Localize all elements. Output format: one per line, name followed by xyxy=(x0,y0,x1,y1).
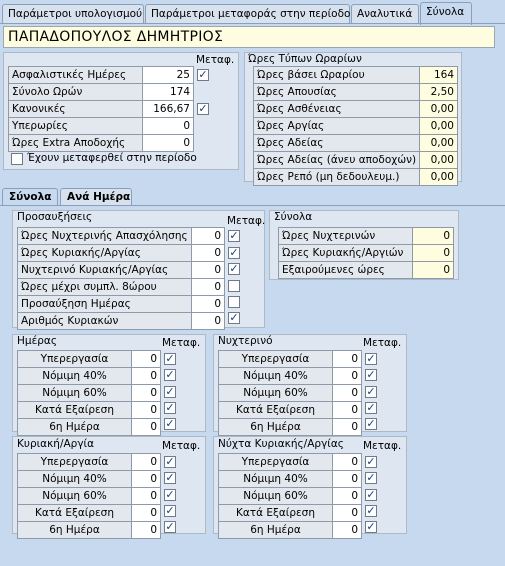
night-checkbox[interactable]: ✓ xyxy=(366,417,376,430)
table-row: Υπερεργασία 0 xyxy=(18,351,161,368)
sunday-metaf-header: Μεταφ. xyxy=(162,440,201,452)
table-row: Νόμιμη 60% 0 xyxy=(219,488,362,505)
sunday-title: Κυριακή/Αργία xyxy=(17,438,95,450)
table-row: Νόμιμη 40% 0 xyxy=(18,471,161,488)
tab-analytics[interactable]: Αναλυτικά xyxy=(351,4,419,24)
tab-divider xyxy=(0,23,505,24)
table-row: Ώρες Ασθένειας 0,00 xyxy=(254,101,458,118)
night-checkbox[interactable]: ✓ xyxy=(366,385,376,398)
table-row: Προσαύξηση Ημέρας 0 xyxy=(18,296,225,313)
table-row: Ώρες βάσει Ωραρίου 164 xyxy=(254,67,458,84)
sunday-night-checkbox[interactable]: ✓ xyxy=(366,488,376,501)
sunday-night-checkbox[interactable]: ✓ xyxy=(366,520,376,533)
summary-metaf-header: Μεταφ. xyxy=(196,54,235,66)
table-row: Νόμιμη 40% 0 xyxy=(18,368,161,385)
table-row: Ώρες Ρεπό (μη δεδουλευμ.) 0,00 xyxy=(254,169,458,186)
table-row: Ώρες Κυριακής/Αργιών 0 xyxy=(279,245,454,262)
day-title: Ημέρας xyxy=(17,335,58,347)
surcharges-metaf-header: Μεταφ. xyxy=(227,215,266,227)
table-row: 6η Ημέρα 0 xyxy=(18,522,161,539)
sunday-checkbox[interactable]: ✓ xyxy=(165,455,175,468)
tab-totals[interactable]: Σύνολα xyxy=(420,2,472,25)
table-row: Ώρες Νυχτερινής Απασχόλησης 0 xyxy=(18,228,225,245)
regular-hours-value[interactable]: 166,67 xyxy=(143,101,194,118)
night-title: Νυχτερινό xyxy=(218,335,273,347)
night-checkbox[interactable]: ✓ xyxy=(366,401,376,414)
sunday-night-title: Νύχτα Κυριακής/Αργίας xyxy=(218,438,344,450)
day-metaf-header: Μεταφ. xyxy=(162,337,201,349)
table-row: Ώρες μέχρι συμπλ. 8ώρου 0 xyxy=(18,279,225,296)
sunday-checkbox[interactable]: ✓ xyxy=(165,471,175,484)
table-row: Υπερεργασία 0 xyxy=(219,351,362,368)
transferred-checkbox[interactable] xyxy=(11,153,23,165)
table-row: Αριθμός Κυριακών 0 xyxy=(18,313,225,330)
subtab-per-day[interactable]: Ανά Ημέρα xyxy=(60,188,132,206)
summary-table xyxy=(8,66,194,152)
day-checkbox[interactable]: ✓ xyxy=(165,368,175,381)
subtab-totals[interactable]: Σύνολα xyxy=(2,188,58,206)
table-row: Νόμιμη 60% 0 xyxy=(18,385,161,402)
schedule-table xyxy=(253,66,458,186)
sunday-checkbox[interactable]: ✓ xyxy=(165,504,175,517)
table-row: Νόμιμη 60% 0 xyxy=(219,385,362,402)
table-row: Ώρες Αδείας (άνευ αποδοχών) 0,00 xyxy=(254,152,458,169)
table-row: Σύνολο Ωρών 174 xyxy=(9,84,194,101)
table-row: Ώρες Κυριακής/Αργίας 0 xyxy=(18,245,225,262)
table-row: Ώρες Αδείας 0,00 xyxy=(254,135,458,152)
top-tab-bar xyxy=(0,4,505,24)
table-row: Ώρες Αργίας 0,00 xyxy=(254,118,458,135)
table-row: Νυχτερινό Κυριακής/Αργίας 0 xyxy=(18,262,225,279)
overtime-value[interactable]: 0 xyxy=(143,118,194,135)
table-row: Υπερεργασία 0 xyxy=(18,454,161,471)
subtab-divider xyxy=(0,205,505,206)
table-row: Νόμιμη 60% 0 xyxy=(18,488,161,505)
table-row: Υπερωρίες 0 xyxy=(9,118,194,135)
insured-days-value[interactable]: 25 xyxy=(143,67,194,84)
surcharge-checkbox[interactable]: ✓ xyxy=(229,246,239,259)
table-row: Κατά Εξαίρεση 0 xyxy=(219,505,362,522)
table-row: Κατά Εξαίρεση 0 xyxy=(18,402,161,419)
sunday-checkbox[interactable]: ✓ xyxy=(165,488,175,501)
table-row: 6η Ημέρα 0 xyxy=(219,419,362,436)
table-row: Ώρες Extra Αποδοχής 0 xyxy=(9,135,194,152)
tab-calc-params[interactable]: Παράμετροι υπολογισμού xyxy=(2,4,144,24)
day-checkbox[interactable]: ✓ xyxy=(165,385,175,398)
sunday-night-table xyxy=(218,453,362,539)
night-checkbox[interactable]: ✓ xyxy=(366,368,376,381)
totals-table xyxy=(278,227,454,279)
schedule-title: Ώρες Τύπων Ωραρίων xyxy=(248,53,362,65)
table-row: Υπερεργασία 0 xyxy=(219,454,362,471)
employee-name: ΠΑΠΑΔΟΠΟΥΛΟΣ ΔΗΜΗΤΡΙΟΣ xyxy=(3,26,495,48)
sunday-night-metaf-header: Μεταφ. xyxy=(363,440,402,452)
table-row: 6η Ημέρα 0 xyxy=(219,522,362,539)
table-row: Κανονικές 166,67 xyxy=(9,101,194,118)
transferred-label: Έχουν μεταφερθεί στην περίοδο xyxy=(27,152,197,164)
extra-hours-value[interactable]: 0 xyxy=(143,135,194,152)
night-table xyxy=(218,350,362,436)
surcharge-checkbox[interactable] xyxy=(228,296,240,308)
day-checkbox[interactable]: ✓ xyxy=(165,401,175,414)
table-row: Κατά Εξαίρεση 0 xyxy=(219,402,362,419)
table-row: Ώρες Νυχτερινών 0 xyxy=(279,228,454,245)
total-hours-value[interactable]: 174 xyxy=(143,84,194,101)
sunday-night-checkbox[interactable]: ✓ xyxy=(366,471,376,484)
night-checkbox[interactable]: ✓ xyxy=(366,352,376,365)
table-row: Κατά Εξαίρεση 0 xyxy=(18,505,161,522)
insured-days-checkbox[interactable]: ✓ xyxy=(198,68,208,81)
table-row: Ώρες Απουσίας 2,50 xyxy=(254,84,458,101)
surcharge-checkbox[interactable] xyxy=(228,280,240,292)
night-metaf-header: Μεταφ. xyxy=(363,337,402,349)
surcharge-checkbox[interactable]: ✓ xyxy=(229,311,239,324)
sunday-night-checkbox[interactable]: ✓ xyxy=(366,504,376,517)
surcharges-title: Προσαυξήσεις xyxy=(17,211,93,223)
table-row: Εξαιρούμενες ώρες 0 xyxy=(279,262,454,279)
totals-title: Σύνολα xyxy=(274,211,313,223)
day-checkbox[interactable]: ✓ xyxy=(165,352,175,365)
tab-transfer-params[interactable]: Παράμετροι μεταφοράς στην περίοδο xyxy=(145,4,350,24)
sunday-night-checkbox[interactable]: ✓ xyxy=(366,455,376,468)
sunday-checkbox[interactable]: ✓ xyxy=(165,520,175,533)
surcharge-checkbox[interactable]: ✓ xyxy=(229,229,239,242)
table-row: Νόμιμη 40% 0 xyxy=(219,471,362,488)
day-checkbox[interactable]: ✓ xyxy=(165,417,175,430)
surcharges-table xyxy=(17,227,225,330)
table-row: Νόμιμη 40% 0 xyxy=(219,368,362,385)
sunday-table xyxy=(17,453,161,539)
day-table xyxy=(17,350,161,436)
table-row: Ασφαλιστικές Ημέρες 25 xyxy=(9,67,194,84)
table-row: 6η Ημέρα 0 xyxy=(18,419,161,436)
surcharge-checkbox[interactable]: ✓ xyxy=(229,262,239,275)
regular-hours-checkbox[interactable]: ✓ xyxy=(198,102,208,115)
